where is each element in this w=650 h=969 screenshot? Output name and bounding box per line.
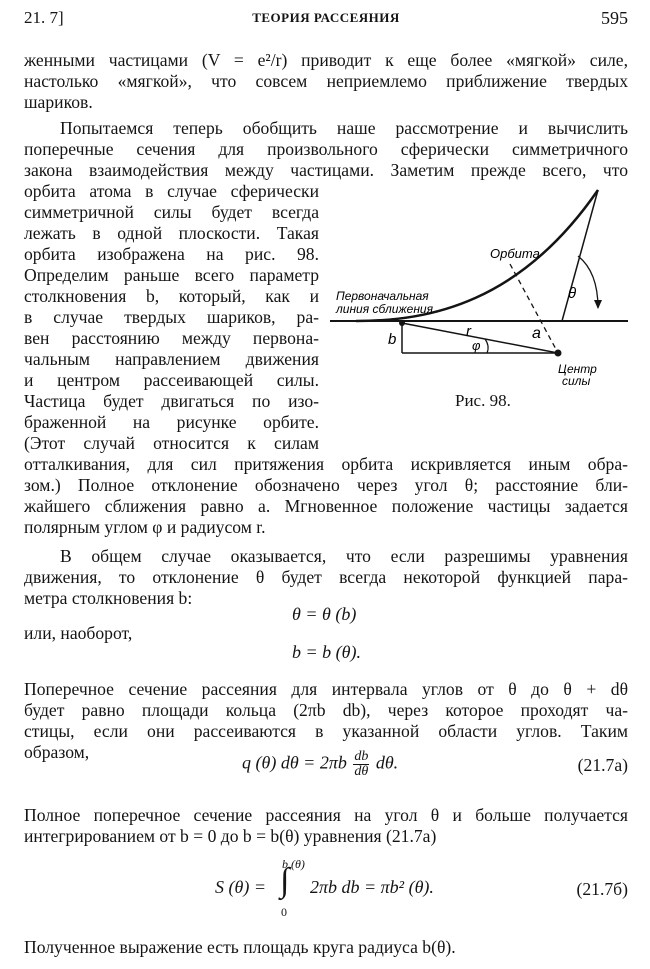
text-line: Полученное выражение есть площадь круга радиуса b(θ).: [24, 937, 456, 957]
text-line: женными частицами (V = e²/r) приводит к еще более «мягкой» силе,: [24, 50, 628, 70]
text-line: лежать в одной плоскости. Такая: [24, 223, 319, 243]
running-header: [24, 8, 628, 30]
text-line: стицы, если они рассеиваются в указанной области углов. Таким: [24, 721, 628, 741]
text-line: Попытаемся теперь обобщить наше рассмотрение и вычислить: [60, 118, 628, 138]
text-line: и центром рассеивающей силы.: [24, 370, 319, 390]
force-center-label: силы: [562, 374, 591, 388]
text-line: образом,: [24, 742, 90, 762]
integral-upper-limit: b (θ): [282, 857, 305, 871]
text-line: жайшего сближения равно a. Мгновенное положение частицы задается: [24, 496, 628, 516]
initial-line-label: линия сближения: [336, 302, 434, 316]
equation-21-7a: [242, 750, 398, 779]
text-line: (Этот случай относится к силам: [24, 433, 319, 453]
force-center-point: [555, 350, 562, 357]
equation-lhs: S (θ) =: [215, 877, 266, 897]
text-line: симметричной силы будет всегда: [24, 202, 319, 222]
equation-lhs: q (θ) dθ = 2πb: [242, 752, 347, 773]
chapter-title: ТЕОРИЯ РАССЕЯНИЯ: [252, 10, 400, 25]
theta-arrow-head: [594, 300, 602, 309]
particle-point: [399, 320, 405, 326]
fraction-denominator: dθ: [354, 764, 369, 779]
equation-rhs: dθ.: [375, 752, 399, 773]
text-line: Определим раньше всего параметр: [24, 265, 319, 285]
text-line: Поперечное сечение рассеяния для интервала углов от θ до θ + dθ: [24, 679, 628, 699]
page-number: 595: [601, 8, 628, 28]
text-line: орбита атома в случае сферически: [24, 181, 319, 201]
text-line: поперечные сечения для произвольного сферически симметричного: [24, 139, 628, 159]
text-line: интегрированием от b = 0 до b = b(θ) уравнения (21.7а): [24, 826, 437, 846]
integral-lower-limit: 0: [281, 905, 287, 919]
figure-caption: Рис. 98.: [455, 391, 511, 410]
text-line: закона взаимодействия между частицами. Заметим прежде всего, что: [24, 160, 628, 180]
text-line: орбита изображена на рис. 98.: [24, 244, 319, 264]
label-phi: φ: [472, 338, 481, 353]
text-line: метра столкновения b:: [24, 588, 193, 608]
equation-number-21-7b: (21.7б): [576, 879, 628, 899]
orbit-label: Орбита: [490, 246, 540, 261]
text-line: В общем случае оказывается, что если разрешимы уравнения: [60, 546, 628, 566]
phi-arc: [485, 339, 488, 353]
force-center-label: Центр: [558, 362, 597, 376]
label-r: r: [466, 323, 471, 340]
text-line: браженной на рисунке орбите.: [24, 412, 319, 432]
integral-sign: ∫: [280, 862, 290, 899]
text-line: отталкивания, для сил притяжения орбита искривляется иным обра-: [24, 454, 628, 474]
equation-rhs: 2πb db = πb² (θ).: [310, 877, 434, 897]
initial-line-label: Первоначальная: [336, 289, 429, 303]
text-line: настолько «мягкой», что совсем неприемлемо приближение твердых: [24, 71, 628, 91]
label-b: b: [388, 331, 397, 348]
equation-theta-of-b: θ = θ (b): [292, 604, 357, 624]
text-line: Полное поперечное сечение рассеяния на угол θ и больше получается: [24, 805, 628, 825]
text-line: будет равно площади кольца (2πb db), через которое проходят ча-: [24, 700, 628, 720]
text-line: шариков.: [24, 92, 93, 112]
fraction-db-dtheta: [353, 750, 369, 779]
label-a: a: [532, 325, 541, 342]
text-line: Частица будет двигаться по изо-: [24, 391, 319, 411]
text-line: чальным направлением движения: [24, 349, 319, 369]
label-theta: θ: [568, 285, 577, 302]
text-line: столкновения b, который, как и: [24, 286, 319, 306]
text-line: полярным углом φ и радиусом r.: [24, 517, 266, 537]
scattering-orbit-figure: [330, 178, 630, 410]
fraction-numerator: db: [354, 749, 369, 764]
text-line: вен расстоянию между первона-: [24, 328, 319, 348]
equation-number-21-7a: (21.7а): [577, 755, 628, 775]
text-line: зом.) Полное отклонение обозначено через угол θ; расстояние бли-: [24, 475, 628, 495]
text-line: или, наоборот,: [24, 623, 133, 643]
section-number: 21. 7]: [24, 8, 64, 27]
text-line: движения, то отклонение θ будет всегда некоторой функцией пара-: [24, 567, 628, 587]
text-line: в случае твердых шариков, ра-: [24, 307, 319, 327]
equation-b-of-theta: b = b (θ).: [292, 642, 361, 662]
